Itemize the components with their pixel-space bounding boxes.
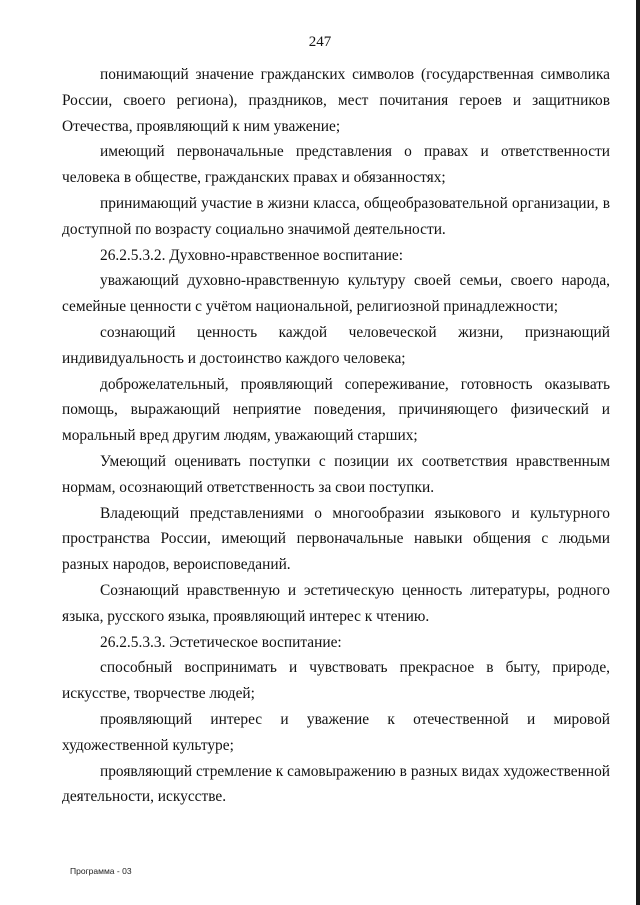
paragraph: имеющий первоначальные представления о правах и ответственности человека в обществе, гражданских правах и обязанностях; xyxy=(62,143,610,187)
page-number: 247 xyxy=(308,34,332,50)
paragraph: понимающий значение гражданских символов (государственная символика России, своего региона), праздников, мест почитания героев и защитников Отечества, проявляющий к ним уважение; xyxy=(62,66,610,135)
paragraph: доброжелательный, проявляющий сопереживание, готовность оказывать помощь, выражающий неприятие поведения, причиняющего физический и моральный вред другим людям, уважающий старших; xyxy=(62,375,610,445)
paragraph: сознающий ценность каждой человеческой жизни, признающий индивидуальность и достоинство каждого человека; xyxy=(62,323,610,367)
paragraph: принимающий участие в жизни класса, общеобразовательной организации, в доступной по возрасту социально значимой деятельности. xyxy=(62,194,610,238)
section-heading: 26.2.5.3.3. Эстетическое воспитание: xyxy=(100,633,342,651)
paragraph: способный воспринимать и чувствовать прекрасное в быту, природе, искусстве, творчестве людей; xyxy=(62,659,610,703)
paragraph: Сознающий нравственную и эстетическую ценность литературы, родного языка, русского языка, проявляющий интерес к чтению. xyxy=(62,581,610,625)
section-heading: 26.2.5.3.2. Духовно-нравственное воспитание: xyxy=(100,246,403,264)
paragraph: Владеющий представлениями о многообразии языкового и культурного пространства России, имеющий первоначальные навыки общения с людьми разных народов, вероисповеданий. xyxy=(62,504,610,574)
page-edge xyxy=(636,0,640,905)
paragraph: уважающий духовно-нравственную культуру своей семьи, своего народа, семейные ценности с учётом национальной, религиозной принадлежности; xyxy=(62,272,610,316)
paragraph: Умеющий оценивать поступки с позиции их соответствия нравственным нормам, осознающий ответственность за свои поступки. xyxy=(62,452,610,496)
paragraph: проявляющий интерес и уважение к отечественной и мировой художественной культуре; xyxy=(62,710,610,754)
document-body xyxy=(62,62,610,810)
page-footer: Программа - 03 xyxy=(70,866,132,876)
paragraph: проявляющий стремление к самовыражению в разных видах художественной деятельности, искусстве. xyxy=(62,762,610,806)
